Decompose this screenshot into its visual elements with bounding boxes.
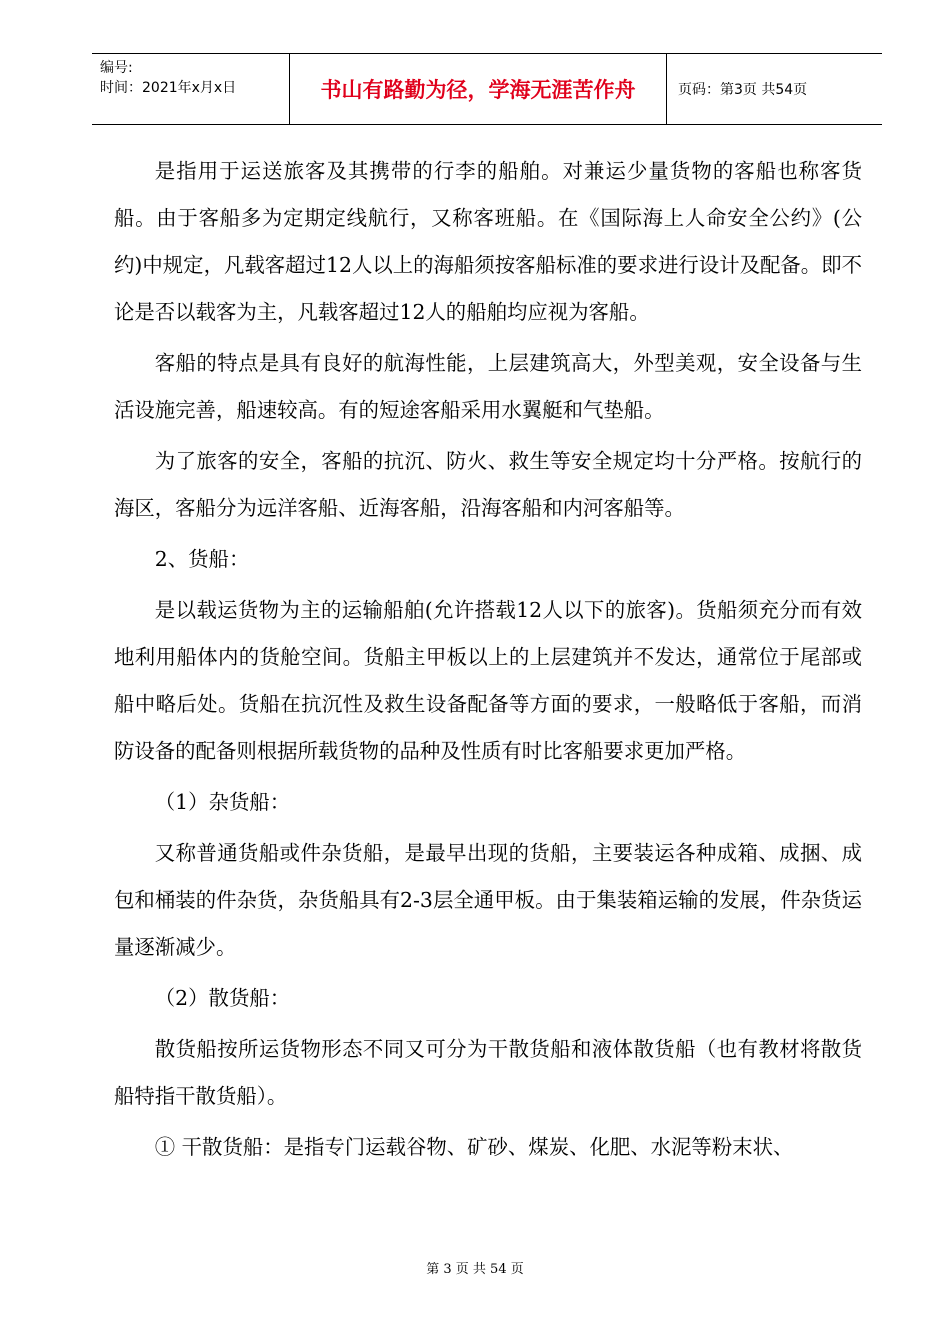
document-body [114,148,862,1171]
subsection-heading: （1）杂货船： [154,790,291,814]
section-heading: 2、货船： [154,547,250,571]
paragraph: 是指用于运送旅客及其携带的行李的船舶。对兼运少量货物的客船也称客货船。由于客船多为定期定线航行，又称客班船。在《国际海上人命安全公约》(公约)中规定，凡载客超过12人以上的海船须按客船标准的要求进行设计及配备。即不论是否以载客为主，凡载客超过12人的船舶均应视为客船。 [114,159,862,324]
page-footer: 第 3 页 共 54 页 [426,1262,524,1277]
paragraph: 客船的特点是具有良好的航海性能，上层建筑高大，外型美观，安全设备与生活设施完善，船速较高。有的短途客船采用水翼艇和气垫船。 [114,351,862,422]
document-number-label: 编号: [100,60,133,76]
header-motto: 书山有路勤为径，学海无涯苦作舟 [320,78,636,102]
subsection-heading: （2）散货船： [154,986,291,1010]
paragraph: ① 干散货船：是指专门运载谷物、矿砂、煤炭、化肥、水泥等粉末状、 [154,1135,794,1159]
paragraph: 为了旅客的安全，客船的抗沉、防火、救生等安全规定均十分严格。按航行的海区，客船分为远洋客船、近海客船，沿海客船和内河客船等。 [114,449,862,520]
paragraph: 散货船按所运货物形态不同又可分为干散货船和液体散货船（也有教材将散货船特指干散货船）。 [114,1037,862,1108]
header-divider [666,54,667,124]
paragraph: 又称普通货船或件杂货船，是最早出现的货船，主要装运各种成箱、成捆、成包和桶装的件杂货，杂货船具有2-3层全通甲板。由于集装箱运输的发展，件杂货运量逐渐减少。 [114,841,862,959]
document-time: 时间：2021年x月x日 [100,80,237,96]
header-page-info: 页码：第3页 共54页 [678,82,808,98]
document-meta [100,58,236,98]
page-header [92,53,882,125]
paragraph: 是以载运货物为主的运输船舶(允许搭载12人以下的旅客)。货船须充分而有效地利用船体内的货舱空间。货船主甲板以上的上层建筑并不发达，通常位于尾部或船中略后处。货船在抗沉性及救生设备配备等方面的要求，一般略低于客船，而消防设备的配备则根据所载货物的品种及性质有时比客船要求更加严格。 [114,598,862,763]
